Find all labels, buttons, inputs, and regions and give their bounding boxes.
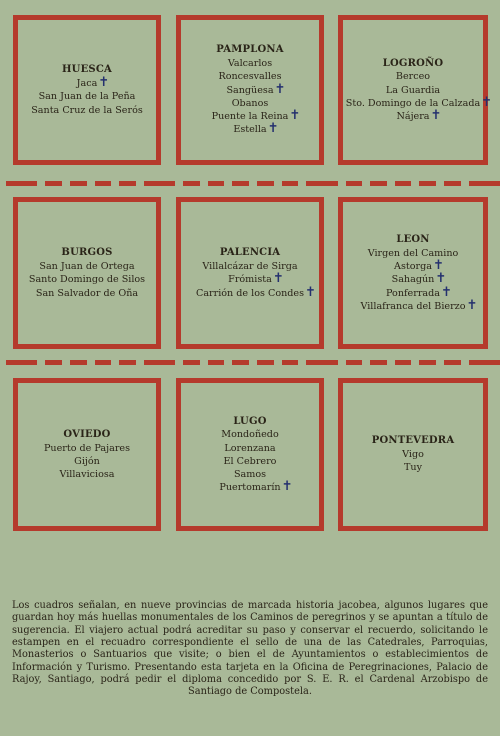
divider-dash xyxy=(45,360,62,365)
place-name xyxy=(402,448,424,461)
divider-dash xyxy=(95,360,112,365)
province-name: LUGO xyxy=(233,415,267,427)
divider-dash xyxy=(419,360,436,365)
handwritten-cross-icon: ✝ xyxy=(466,297,478,313)
place-name xyxy=(226,81,286,97)
place-label: Roncesvalles xyxy=(218,71,282,83)
place-name xyxy=(404,461,422,474)
divider-dash xyxy=(282,360,299,365)
divider-dash xyxy=(208,360,225,365)
dashed-divider-top xyxy=(0,181,500,187)
handwritten-cross-icon: ✝ xyxy=(430,108,442,124)
place-label: San Salvador de Oña xyxy=(35,287,139,299)
place-name xyxy=(228,271,284,287)
place-label: Sto. Domingo de la Calzada xyxy=(345,97,481,109)
divider-dash xyxy=(144,360,175,365)
place-name xyxy=(39,260,134,273)
province-name: OVIEDO xyxy=(63,428,111,440)
place-name xyxy=(195,284,317,300)
divider-dash xyxy=(306,181,337,186)
divider-dash xyxy=(419,181,436,186)
place-label: Tuy xyxy=(404,462,422,474)
divider-dash xyxy=(469,181,500,186)
province-card-leon xyxy=(338,197,488,349)
place-label: Nájera xyxy=(396,111,430,123)
province-card-pamplona xyxy=(176,15,324,165)
province-card-pontevedra xyxy=(338,378,488,531)
place-label: Villafranca del Bierzo xyxy=(360,300,466,312)
place-label: Lorenzana xyxy=(224,442,276,454)
place-label: La Guardia xyxy=(385,84,441,96)
place-label: Berceo xyxy=(395,71,431,83)
place-name xyxy=(218,70,281,83)
place-name xyxy=(232,97,269,110)
place-label: Mondoñedo xyxy=(221,429,279,441)
place-name xyxy=(228,57,272,70)
divider-dash xyxy=(70,181,87,186)
divider-dash xyxy=(6,360,37,365)
divider-dash xyxy=(45,181,62,186)
divider-dash xyxy=(95,181,112,186)
place-label: Puerto de Pajares xyxy=(43,442,131,454)
place-label: Estella xyxy=(233,124,267,136)
handwritten-cross-icon: ✝ xyxy=(281,479,293,495)
place-label: Frómista xyxy=(228,274,272,286)
place-label: El Cebrero xyxy=(223,455,277,467)
divider-dash xyxy=(282,181,299,186)
place-name xyxy=(396,70,430,83)
handwritten-cross-icon: ✝ xyxy=(433,258,444,274)
handwritten-cross-icon: ✝ xyxy=(441,284,452,300)
province-name: PALENCIA xyxy=(219,247,281,259)
province-name: LEON xyxy=(396,234,430,246)
handwritten-cross-icon: ✝ xyxy=(272,271,284,287)
divider-dash xyxy=(257,360,274,365)
place-label: Ponferrada xyxy=(385,287,440,299)
place-name xyxy=(31,104,143,117)
divider-dash xyxy=(370,360,387,365)
place-name xyxy=(29,273,145,286)
place-name xyxy=(396,108,442,124)
divider-dash xyxy=(395,360,412,365)
province-name: LOGROÑO xyxy=(382,57,444,69)
place-label: Villalcázar de Sirga xyxy=(202,261,298,273)
place-name xyxy=(219,479,293,495)
divider-dash xyxy=(370,181,387,186)
divider-dash xyxy=(232,360,249,365)
province-name: HUESCA xyxy=(62,64,112,76)
place-name xyxy=(74,455,100,468)
place-name xyxy=(36,287,138,300)
place-label: Carrión de los Condes xyxy=(195,287,305,299)
place-name xyxy=(234,468,266,481)
place-name xyxy=(59,468,114,481)
divider-dash xyxy=(444,360,461,365)
place-label: Puertomarín xyxy=(219,482,281,494)
province-card-burgos xyxy=(13,197,161,349)
place-name xyxy=(44,442,130,455)
province-card-logroo xyxy=(338,15,493,165)
place-label: Santa Cruz de la Serós xyxy=(31,104,143,116)
divider-dash xyxy=(346,360,363,365)
divider-dash xyxy=(183,360,200,365)
divider-dash xyxy=(6,181,37,186)
place-name xyxy=(221,428,278,441)
place-label: Puente la Reina xyxy=(211,111,289,123)
place-name xyxy=(394,258,444,274)
province-card-huesca xyxy=(13,15,161,165)
place-label: Obanos xyxy=(231,97,269,109)
place-label: Virgen del Camino xyxy=(367,247,459,259)
divider-dash xyxy=(346,181,363,186)
province-card-oviedo xyxy=(13,378,161,531)
divider-dash xyxy=(232,181,249,186)
divider-dash xyxy=(183,181,200,186)
place-label: Sahagún xyxy=(391,274,435,286)
place-name xyxy=(39,90,136,103)
place-label: San Juan de la Peña xyxy=(38,91,136,103)
place-name xyxy=(386,84,440,97)
divider-dash xyxy=(208,181,225,186)
province-name: PAMPLONA xyxy=(216,44,284,56)
dashed-divider-bottom xyxy=(0,360,500,366)
place-label: Samos xyxy=(233,469,267,481)
place-label: Astorga xyxy=(394,261,432,273)
place-name xyxy=(224,455,277,468)
place-label: Sangüesa xyxy=(226,84,274,96)
province-card-palencia xyxy=(176,197,324,349)
divider-dash xyxy=(469,360,500,365)
place-name xyxy=(360,297,478,313)
divider-dash xyxy=(144,181,175,186)
place-label: Valcarlos xyxy=(227,58,273,70)
place-name xyxy=(233,121,279,137)
province-name: PONTEVEDRA xyxy=(371,435,455,447)
place-name xyxy=(385,284,452,300)
handwritten-cross-icon: ✝ xyxy=(289,108,301,124)
place-label: San Juan de Ortega xyxy=(39,261,135,273)
handwritten-cross-icon: ✝ xyxy=(305,284,317,300)
divider-dash xyxy=(119,181,136,186)
place-name xyxy=(224,442,275,455)
place-name xyxy=(368,247,459,260)
place-name xyxy=(345,94,493,110)
place-label: Jaca xyxy=(76,78,98,90)
description-text: Los cuadros señalan, en nueve provincias de marcada historia jacobea, algunos lugares que guardan hoy más huellas monumentales de los Caminos de peregrinos y se apuntan a título de sugerencia. El viajero actual podrá acreditar su paso y conservar el recuerdo, solicitando le estampen en el recuadro correspondiente el sello de una de las Catedrales, Parroquias, Monasterios o Santuarios que visite; o bien el de Ayuntamientos o establecimientos de Información y Turismo. Presentando esta tarjeta en la Oficina de Peregrinaciones, Palacio de Rajoy, Santiago, podrá pedir el diploma concedido por S. E. R. el Cardenal Arzobispo de Santiago de Compostela. xyxy=(12,600,488,698)
divider-dash xyxy=(119,360,136,365)
place-label: Vigo xyxy=(402,449,424,461)
divider-dash xyxy=(70,360,87,365)
place-label: Gijón xyxy=(74,455,100,467)
place-name xyxy=(391,271,447,287)
handwritten-cross-icon: ✝ xyxy=(274,81,286,97)
handwritten-cross-icon: ✝ xyxy=(98,75,110,91)
province-card-lugo xyxy=(176,378,324,531)
place-label: Santo Domingo de Silos xyxy=(28,274,146,286)
divider-dash xyxy=(306,360,337,365)
handwritten-cross-icon: ✝ xyxy=(435,271,447,287)
divider-dash xyxy=(444,181,461,186)
place-name xyxy=(76,75,110,91)
divider-dash xyxy=(395,181,412,186)
divider-dash xyxy=(257,181,274,186)
place-label: Villaviciosa xyxy=(59,469,115,481)
handwritten-cross-icon: ✝ xyxy=(267,121,279,137)
handwritten-cross-icon: ✝ xyxy=(481,94,493,110)
province-name: BURGOS xyxy=(61,247,113,259)
